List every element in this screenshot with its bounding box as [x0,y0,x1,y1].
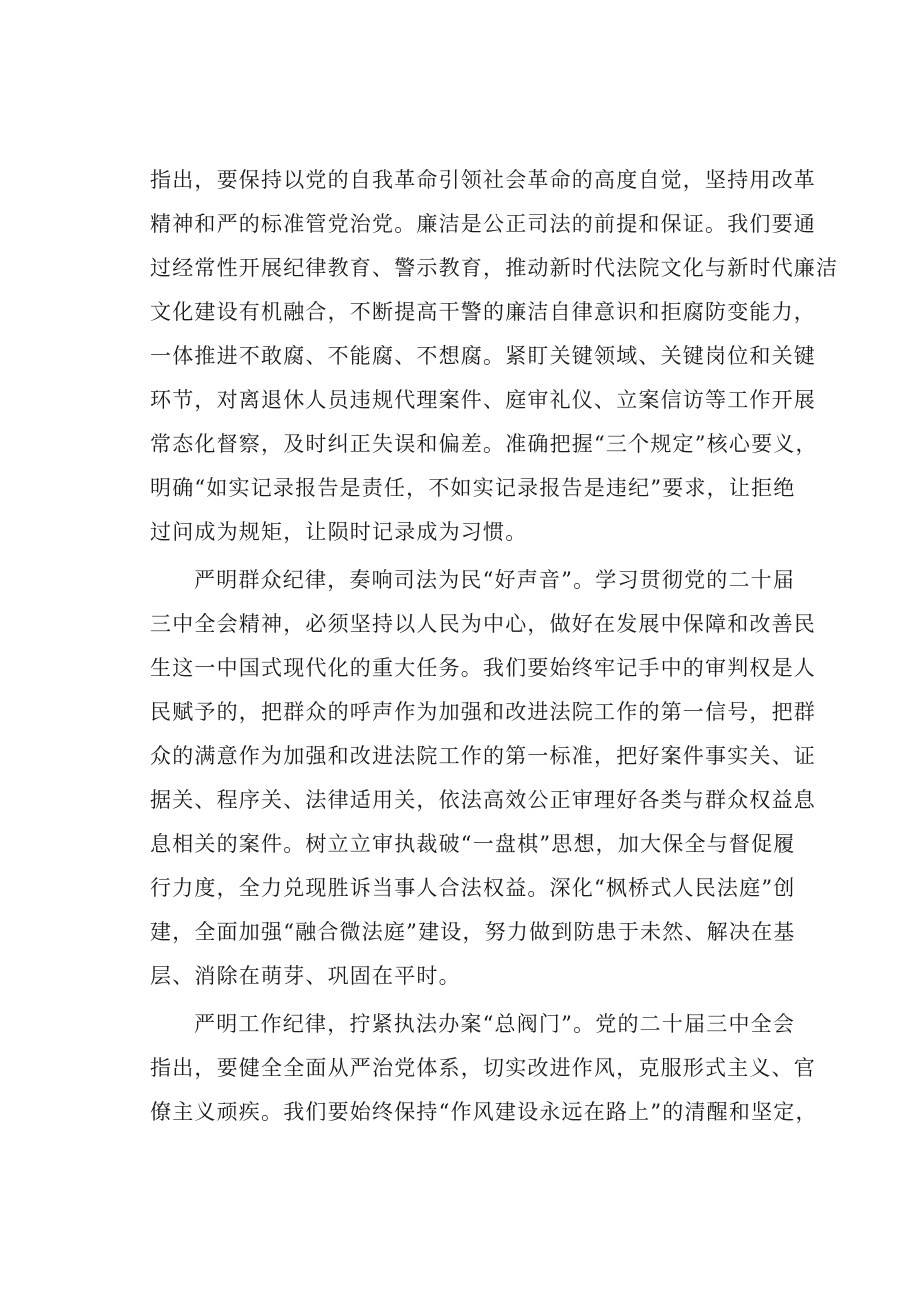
text-line: 精神和严的标准管党治党。廉洁是公正司法的前提和保证。我们要通 [150,212,816,236]
text-line: 息相关的案件。树立立审执裁破“一盘棋”思想，加大保全与督促履 [150,832,796,856]
text-line: 生这一中国式现代化的重大任务。我们要始终牢记手中的审判权是人 [150,656,816,680]
text-line: 行力度，全力兑现胜诉当事人合法权益。深化“枫桥式人民法庭”创 [150,876,796,900]
text-line: 环节，对离退休人员违规代理案件、庭审礼仪、立案信访等工作开展 [150,388,816,412]
paragraph-1 [150,158,839,554]
text-line: 僚主义顽疾。我们要始终保持“作风建设永远在路上”的清醒和坚定， [150,1100,818,1124]
text-line: 指出，要保持以党的自我革命引领社会革命的高度自觉，坚持用改革 [150,168,816,192]
text-line: 建，全面加强“融合微法庭”建设，努力做到防患于未然、解决在基 [150,920,796,944]
text-line: 严明工作纪律，拧紧执法办案“总阀门”。党的二十届三中全会 [194,1012,796,1036]
text-line: 众的满意作为加强和改进法院工作的第一标准，把好案件事实关、证 [150,744,816,768]
text-line: 三中全会精神，必须坚持以人民为中心，做好在发展中保障和改善民 [150,612,816,636]
text-line: 文化建设有机融合，不断提高干警的廉洁自律意识和拒腐防变能力， [150,300,816,324]
document-body [150,158,839,1134]
text-line: 明确“如实记录报告是责任，不如实记录报告是违纪”要求，让拒绝 [150,476,796,500]
text-line: 民赋予的，把群众的呼声作为加强和改进法院工作的第一信号，把群 [150,700,816,724]
text-line: 过问成为规矩，让陨时记录成为习惯。 [150,520,528,544]
text-line: 一体推进不敢腐、不能腐、不想腐。紧盯关键领域、关键岗位和关键 [150,344,816,368]
paragraph-2 [150,558,815,998]
text-line: 指出，要健全全面从严治党体系，切实改进作风，克服形式主义、官 [150,1056,816,1080]
text-line: 严明群众纪律，奏响司法为民“好声音”。学习贯彻党的二十届 [194,568,796,592]
text-line: 层、消除在萌芽、巩固在平时。 [150,964,461,988]
text-line: 据关、程序关、法律适用关，依法高效公正审理好各类与群众权益息 [150,788,816,812]
text-line: 过经常性开展纪律教育、警示教育，推动新时代法院文化与新时代廉洁 [150,256,839,280]
paragraph-3 [150,1002,818,1134]
text-line: 常态化督察，及时纠正失误和偏差。准确把握“三个规定”核心要义， [150,432,818,456]
